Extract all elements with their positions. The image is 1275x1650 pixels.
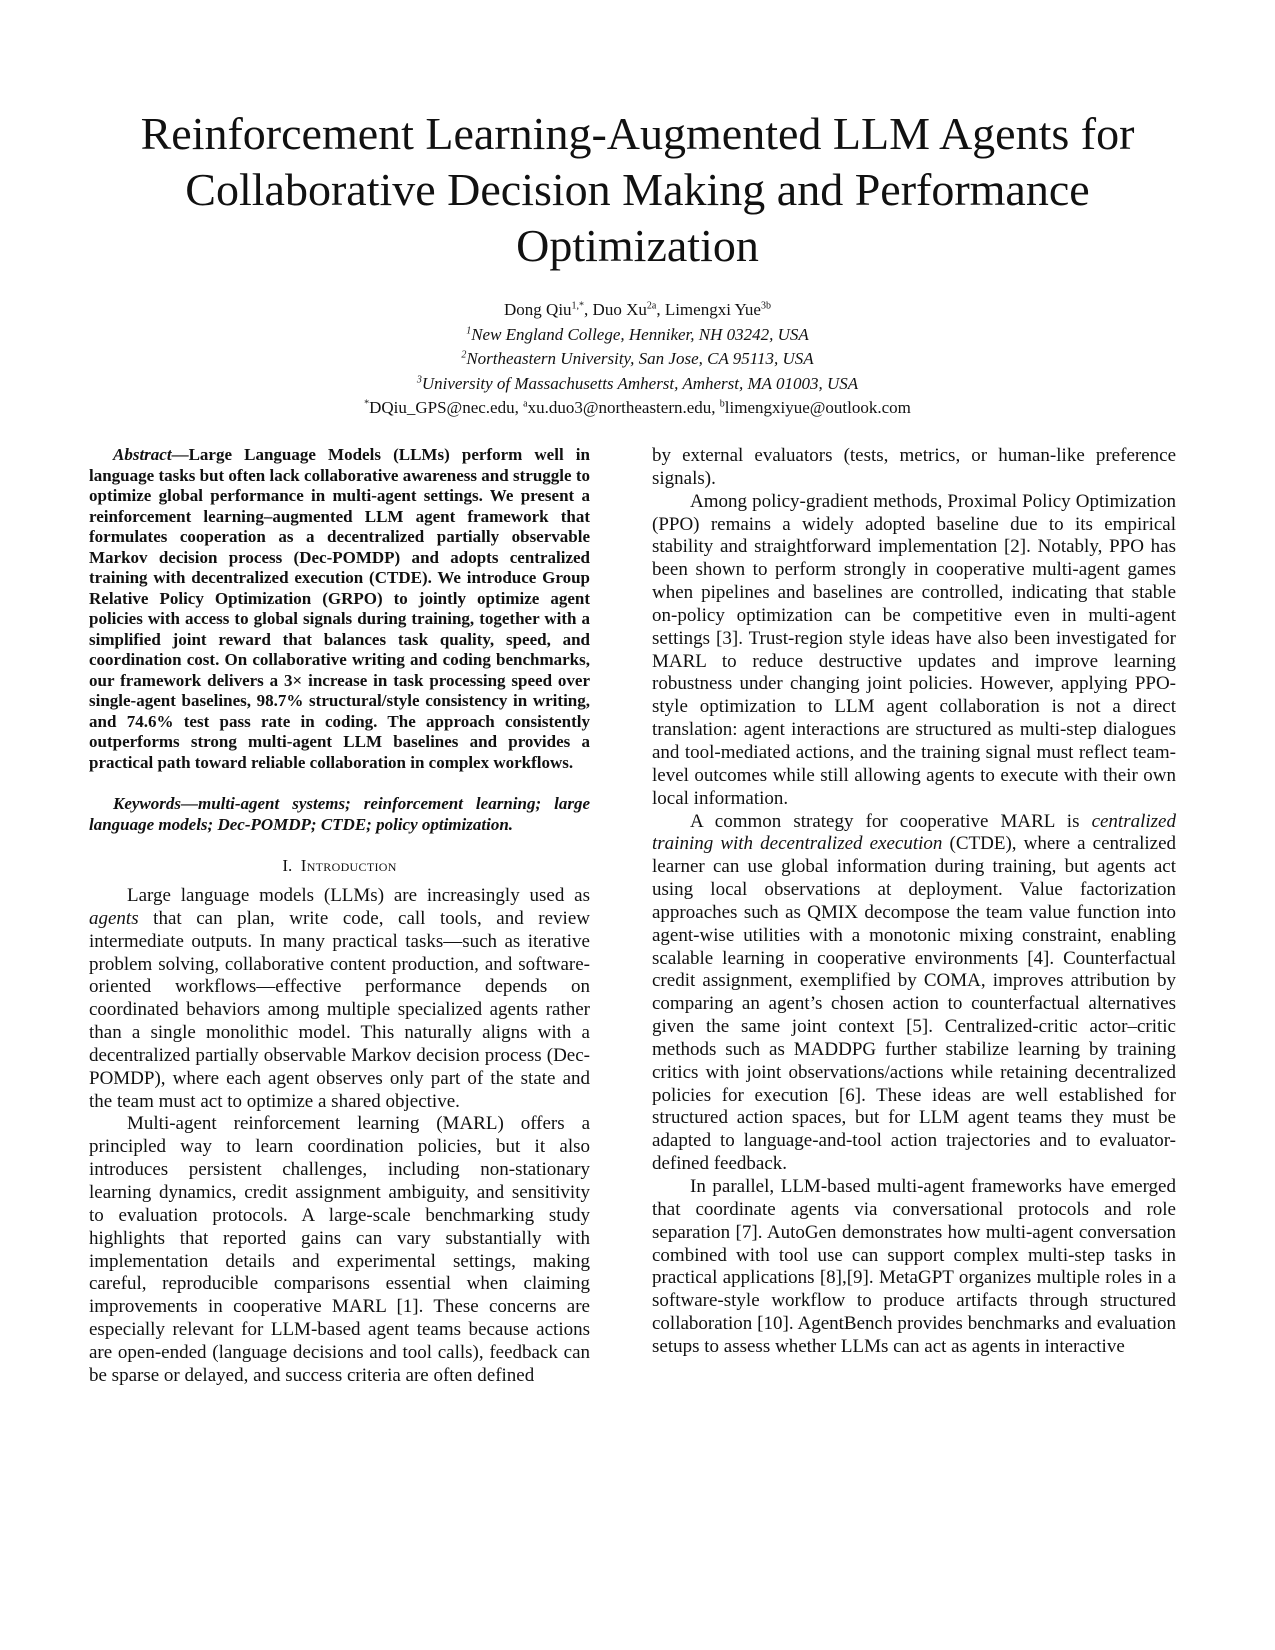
affiliation-superscript: 1 [466, 324, 472, 336]
right-column [652, 445, 1176, 1359]
keywords [89, 794, 590, 835]
email-address: limengxiyue@outlook.com [724, 398, 911, 417]
paper-title: Reinforcement Learning-Augmented LLM Agents for Collaborative Decision Making and Performance Optimization [140, 108, 1135, 271]
affiliation-superscript: 2 [461, 349, 467, 361]
intro-paragraph-1 [89, 885, 590, 1113]
affiliation-text: New England College, Henniker, NH 03242, USA [471, 324, 809, 344]
affiliation-text: University of Massachusetts Amherst, Amherst, MA 01003, USA [421, 373, 859, 393]
abstract-label: Abstract [113, 445, 172, 464]
abstract [89, 445, 590, 773]
paragraph-text: that can plan, write code, call tools, and review intermediate outputs. In many practical tasks—such as iterative problem solving, collaborative content production, and software-oriented workflows—effective performance depends on coordinated behaviors among multiple specialized agents rather than a single monolithic model. This naturally aligns with a decentralized partially observable Markov decision process (Dec-POMDP), where each agent observes only part of the state and the team must act to optimize a shared objective. [89, 907, 590, 1112]
author-superscript: 1,* [571, 300, 585, 312]
email-list [60, 396, 1215, 421]
author-separator: , [584, 300, 593, 319]
email-superscript: b [719, 398, 725, 410]
intro-paragraph-3: Among policy-gradient methods, Proximal Policy Optimization (PPO) remains a widely adopted baseline due to its empirical stability and straightforward implementation [2]. Notably, PPO has been shown to perform strongly in cooperative multi-agent games when pipelines and baselines are controlled, indicating that stable on-policy optimization can be competitive even in multi-agent settings [3]. Trust-region style ideas have also been investigated for MARL to reduce destructive updates and improve learning robustness under changing joint policies. However, applying PPO-style optimization to LLM agent collaboration is not a direct translation: agent interactions are structured as multi-step dialogues and tool-mediated actions, and the training signal must reflect team-level outcomes while still allowing agents to execute with their own local information. [652, 490, 1176, 809]
left-column [89, 445, 590, 1388]
author-name: Dong Qiu [504, 300, 572, 319]
email-address: DQiu_GPS@nec.edu, [369, 398, 524, 417]
email-superscript: a [523, 398, 528, 410]
paragraph-text: (CTDE), where a centralized learner can use global information during training, but agents act using local observations at deployment. Value factorization approaches such as QMIX decompose the team value function into agent-wise utilities with a monotonic mixing constraint, enabling scalable learning in cooperative environments [4]. Counterfactual credit assignment, exemplified by COMA, improves attribution by comparing an agent’s chosen action to counterfactual alternatives given the same joint context [5]. Centralized-critic actor–critic methods such as MADDPG further stabilize learning by training critics with joint observations/actions while retaining decentralized policies for execution [6]. These ideas are well established for structured action spaces, but for LLM agent teams they must be adapted to language-and-tool action trajectories and to evaluator-defined feedback. [652, 833, 1177, 1175]
email-superscript: * [364, 398, 370, 410]
section-heading [89, 855, 590, 877]
affiliation-3 [60, 372, 1215, 397]
keywords-label: Keywords [113, 794, 181, 813]
intro-paragraph-continued: by external evaluators (tests, metrics, or human-like preference signals). [652, 445, 1176, 489]
affiliation-2 [60, 347, 1215, 372]
author-superscript: 2a [646, 300, 657, 312]
author-superscript: 3b [760, 300, 771, 312]
affiliation-superscript: 3 [416, 373, 422, 385]
emphasis-text: agents [89, 907, 139, 929]
emphasis-text: centralized training with decentralized execution [652, 810, 1176, 855]
email-address: xu.duo3@northeastern.edu, [527, 398, 720, 417]
intro-paragraph-5: In parallel, LLM-based multi-agent frameworks have emerged that coordinate agents via conversational protocols and role separation [7]. AutoGen demonstrates how multi-agent conversation combined with tool use can support complex multi-step tasks in practical applications [8],[9]. MetaGPT organizes multiple roles in a software-style workflow to produce artifacts through structured collaboration [10]. AgentBench provides benchmarks and evaluation setups to assess whether LLMs can act as agents in interactive [652, 1176, 1176, 1357]
section-number: I. [282, 856, 293, 875]
author-name: Duo Xu [592, 300, 647, 319]
abstract-text: —Large Language Models (LLMs) perform well in language tasks but often lack collaborative awareness and struggle to optimize global performance in multi-agent settings. We present a reinforcement learning–augmented LLM agent framework that formulates cooperation as a decentralized partially observable Markov decision process (Dec-POMDP) and adopts centralized training with decentralized execution (CTDE). We introduce Group Relative Policy Optimization (GRPO) to jointly optimize agent policies with access to global signals during training, together with a simplified joint reward that balances task quality, speed, and coordination cost. On collaborative writing and coding benchmarks, our framework delivers a 3× increase in task processing speed over single-agent baselines, 98.7% structural/style consistency in writing, and 74.6% test pass rate in coding. The approach consistently outperforms strong multi-agent LLM baselines and provides a practical path toward reliable collaboration in complex workflows. [89, 445, 590, 772]
author-list [60, 298, 1215, 323]
affiliation-text: Northeastern University, San Jose, CA 95113, USA [466, 349, 814, 368]
intro-paragraph-4 [652, 811, 1176, 1177]
paragraph-text: A common strategy for cooperative MARL is [690, 810, 1092, 832]
author-separator: , [656, 300, 665, 319]
paragraph-text: Large language models (LLMs) are increasingly used as [127, 885, 590, 906]
section-title: Introduction [300, 856, 397, 875]
keywords-text: —multi-agent systems; reinforcement learning; large language models; Dec-POMDP; CTDE; policy optimization. [89, 794, 590, 834]
intro-paragraph-2: Multi-agent reinforcement learning (MARL) offers a principled way to learn coordination policies, but it also introduces persistent challenges, including non-stationary learning dynamics, credit assignment ambiguity, and sensitivity to evaluation protocols. A large-scale benchmarking study highlights that reported gains can vary substantially with implementation details and experimental settings, making careful, reproducible comparisons essential when claiming improvements in cooperative MARL [1]. These concerns are especially relevant for LLM-based agent teams because actions are open-ended (language decisions and tool calls), feedback can be sparse or delayed, and success criteria are often defined [89, 1113, 590, 1386]
author-name: Limengxi Yue [664, 300, 761, 319]
author-block [60, 298, 1215, 421]
affiliation-1 [60, 323, 1215, 348]
